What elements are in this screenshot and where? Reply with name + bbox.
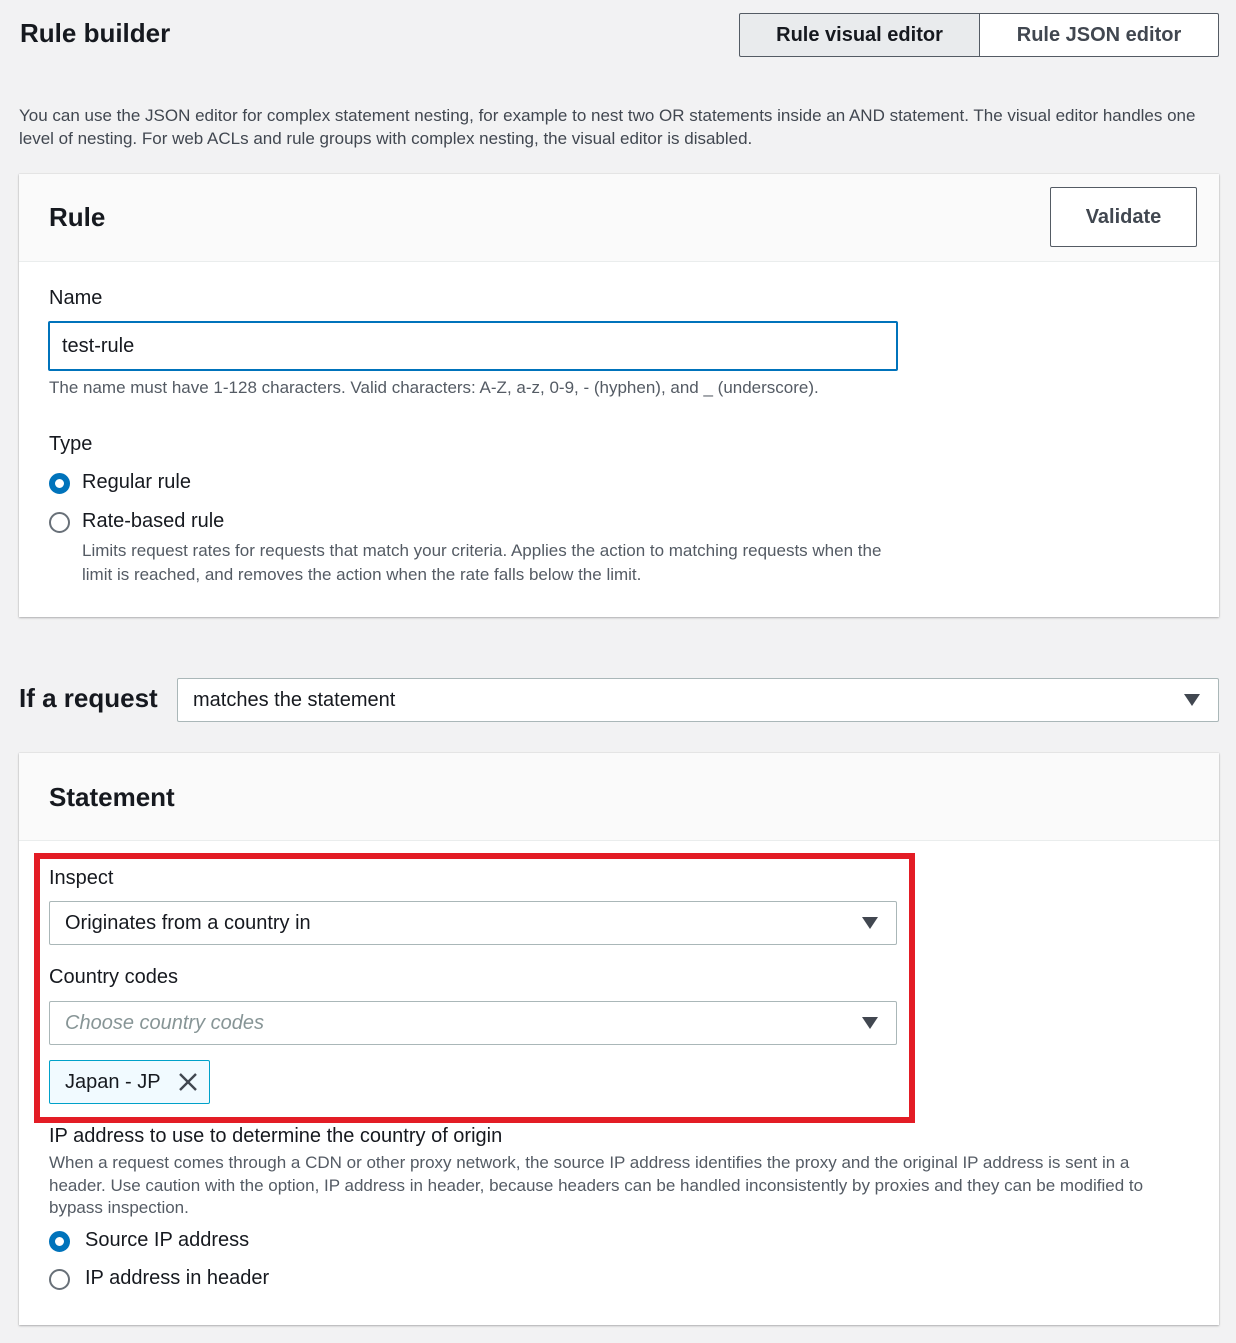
ip-in-header-label[interactable]: IP address in header bbox=[85, 1267, 270, 1289]
country-codes-label: Country codes bbox=[49, 966, 178, 988]
ip-address-description: When a request comes through a CDN or other proxy network, the source IP address identifies the proxy and the original IP address is sent in a header. Use caution with the option, IP address in header, because headers can be handled inconsistently by proxies and they can be modified to bypass inspection. bbox=[49, 1153, 1144, 1217]
rate-based-rule-label[interactable]: Rate-based rule bbox=[82, 510, 225, 532]
highlight-box bbox=[34, 853, 915, 1123]
statement-panel-header bbox=[19, 753, 1219, 841]
validate-button[interactable]: Validate bbox=[1050, 187, 1197, 247]
rule-panel-header bbox=[19, 174, 1219, 262]
country-codes-placeholder: Choose country codes bbox=[65, 1011, 265, 1034]
name-label: Name bbox=[49, 287, 103, 309]
source-ip-label[interactable]: Source IP address bbox=[85, 1229, 250, 1251]
ip-address-label: IP address to use to determine the country of origin bbox=[49, 1125, 503, 1147]
caret-down-icon bbox=[1184, 694, 1200, 706]
if-request-label: If a request bbox=[19, 683, 158, 713]
tab-rule-json-editor[interactable]: Rule JSON editor bbox=[979, 13, 1219, 57]
regular-rule-radio[interactable] bbox=[49, 473, 70, 494]
rate-based-rule-radio[interactable] bbox=[49, 512, 70, 533]
tab-rule-visual-editor[interactable]: Rule visual editor bbox=[739, 13, 980, 57]
inspect-label: Inspect bbox=[49, 867, 114, 889]
intro-text: You can use the JSON editor for complex statement nesting, for example to nest two OR statements inside an AND statement. The visual editor handles one level of nesting. For web ACLs and rule groups with complex nesting, the visual editor is disabled. bbox=[19, 106, 1196, 148]
page-title: Rule builder bbox=[20, 18, 171, 48]
match-condition-value: matches the statement bbox=[193, 688, 396, 711]
rule-panel bbox=[19, 174, 1219, 617]
regular-rule-label[interactable]: Regular rule bbox=[82, 471, 191, 493]
statement-title: Statement bbox=[49, 782, 175, 812]
name-hint: The name must have 1-128 characters. Valid characters: A-Z, a-z, 0-9, - (hyphen), and _ (underscore). bbox=[49, 378, 819, 397]
ip-in-header-radio[interactable] bbox=[49, 1269, 70, 1290]
type-label: Type bbox=[49, 433, 93, 455]
match-condition-select[interactable] bbox=[177, 678, 1219, 722]
country-token-label: Japan - JP bbox=[65, 1070, 161, 1093]
source-ip-radio[interactable] bbox=[49, 1231, 70, 1252]
inspect-value: Originates from a country in bbox=[65, 911, 311, 934]
name-input[interactable]: test-rule bbox=[48, 321, 898, 371]
rate-based-rule-description: Limits request rates for requests that match your criteria. Applies the action to matching requests when the limit is reached, and removes the action when the rate falls below the limit. bbox=[82, 541, 882, 584]
rule-title: Rule bbox=[49, 202, 106, 232]
